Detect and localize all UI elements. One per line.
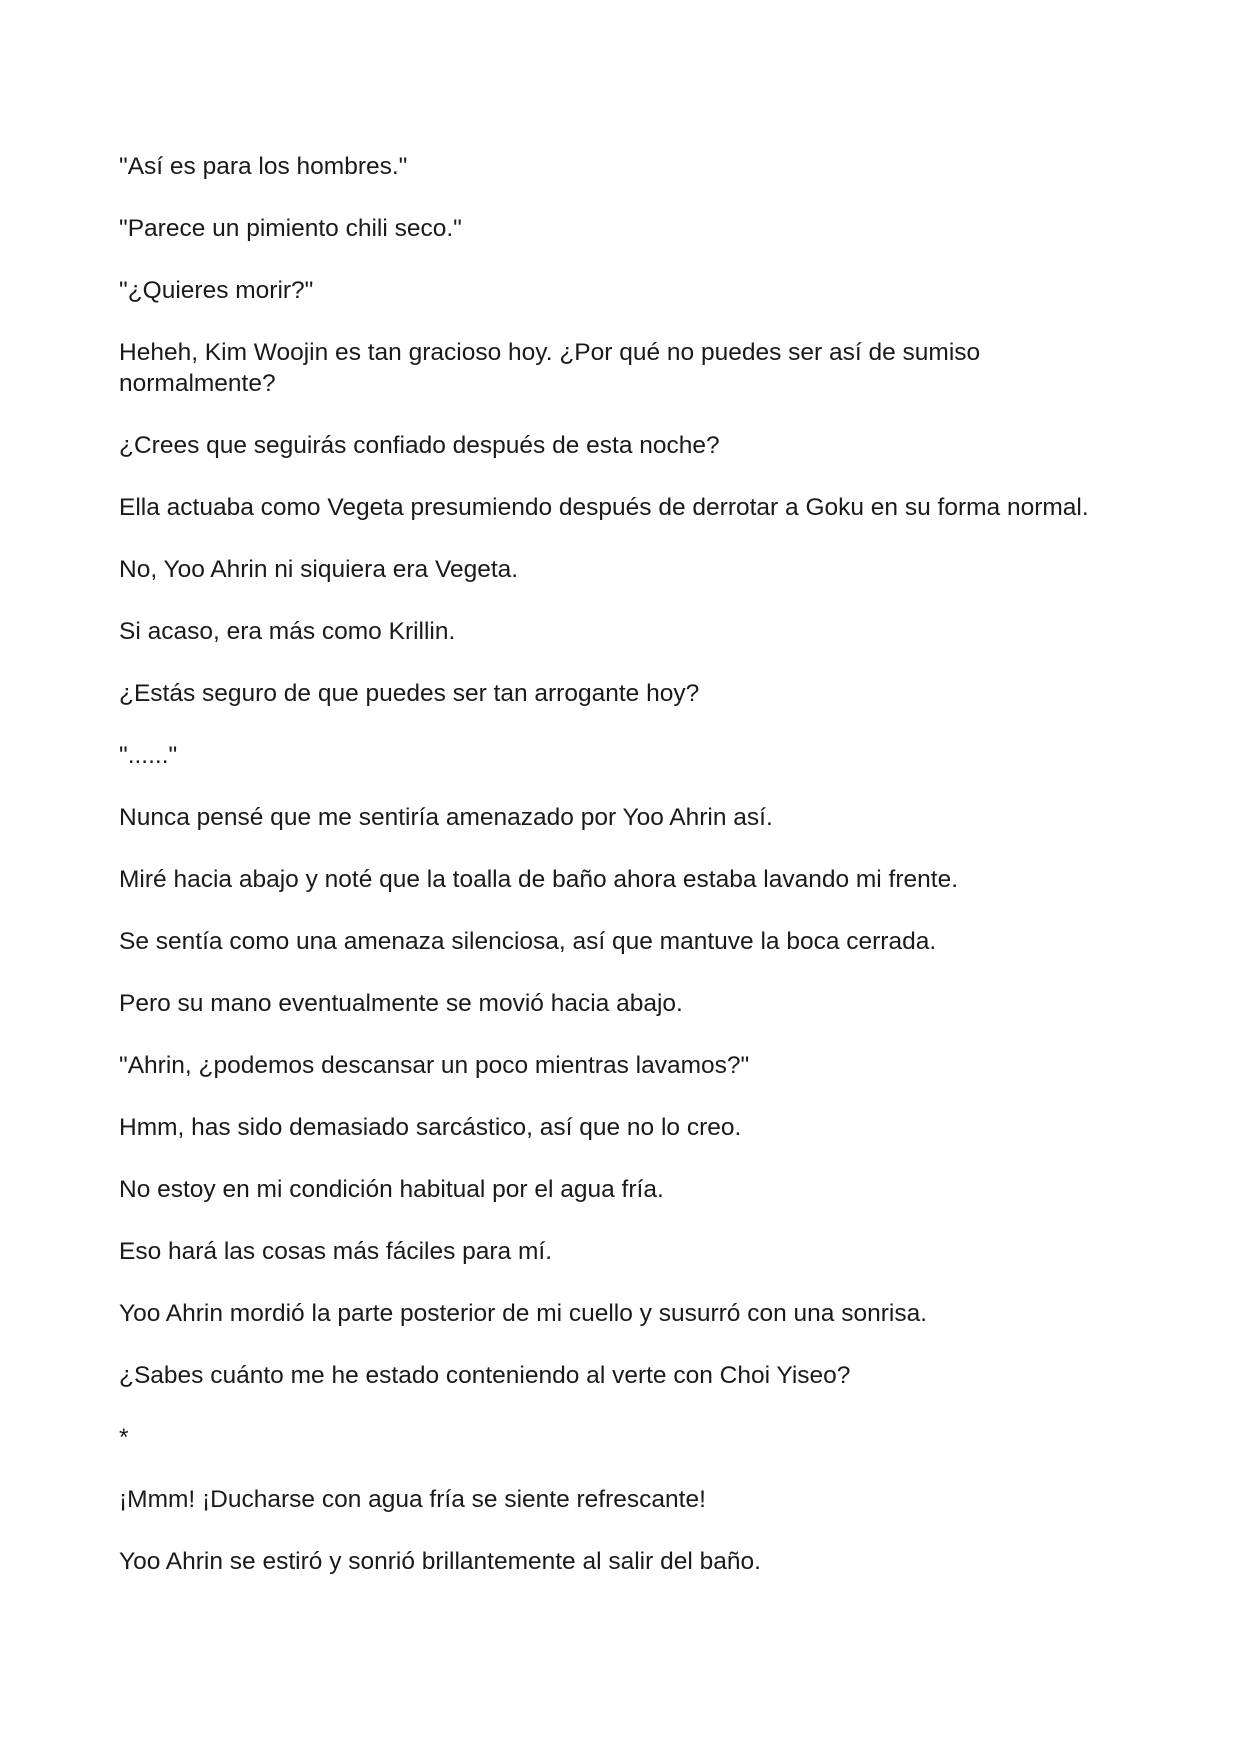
paragraph: Se sentía como una amenaza silenciosa, así que mantuve la boca cerrada. bbox=[119, 928, 937, 955]
paragraph: Nunca pensé que me sentiría amenazado por Yoo Ahrin así. bbox=[119, 804, 773, 831]
paragraph: Pero su mano eventualmente se movió hacia abajo. bbox=[119, 990, 683, 1017]
paragraph: Hmm, has sido demasiado sarcástico, así que no lo creo. bbox=[119, 1114, 742, 1141]
paragraph: Miré hacia abajo y noté que la toalla de baño ahora estaba lavando mi frente. bbox=[119, 866, 959, 893]
paragraph: ¡Mmm! ¡Ducharse con agua fría se siente refrescante! bbox=[119, 1486, 706, 1513]
paragraph: "¿Quieres morir?" bbox=[119, 277, 314, 304]
paragraph: "......" bbox=[119, 742, 178, 769]
paragraph: "Así es para los hombres." bbox=[119, 153, 408, 180]
paragraph: ¿Sabes cuánto me he estado conteniendo al verte con Choi Yiseo? bbox=[119, 1362, 851, 1389]
paragraph: Heheh, Kim Woojin es tan gracioso hoy. ¿Por qué no puedes ser así de sumiso normalmente? bbox=[119, 339, 981, 397]
paragraph: ¿Estás seguro de que puedes ser tan arrogante hoy? bbox=[119, 680, 700, 707]
document-text-body bbox=[119, 151, 1129, 1608]
paragraph: "Ahrin, ¿podemos descansar un poco mientras lavamos?" bbox=[119, 1052, 750, 1079]
paragraph: "Parece un pimiento chili seco." bbox=[119, 215, 462, 242]
paragraph: No, Yoo Ahrin ni siquiera era Vegeta. bbox=[119, 556, 519, 583]
scene-break: * bbox=[119, 1424, 129, 1451]
paragraph: Yoo Ahrin se estiró y sonrió brillantemente al salir del baño. bbox=[119, 1548, 761, 1575]
paragraph: Yoo Ahrin mordió la parte posterior de mi cuello y susurró con una sonrisa. bbox=[119, 1300, 928, 1327]
paragraph: Ella actuaba como Vegeta presumiendo después de derrotar a Goku en su forma normal. bbox=[119, 494, 1089, 521]
paragraph: ¿Crees que seguirás confiado después de esta noche? bbox=[119, 432, 720, 459]
paragraph: Eso hará las cosas más fáciles para mí. bbox=[119, 1238, 553, 1265]
paragraph: No estoy en mi condición habitual por el agua fría. bbox=[119, 1176, 664, 1203]
paragraph: Si acaso, era más como Krillin. bbox=[119, 618, 456, 645]
